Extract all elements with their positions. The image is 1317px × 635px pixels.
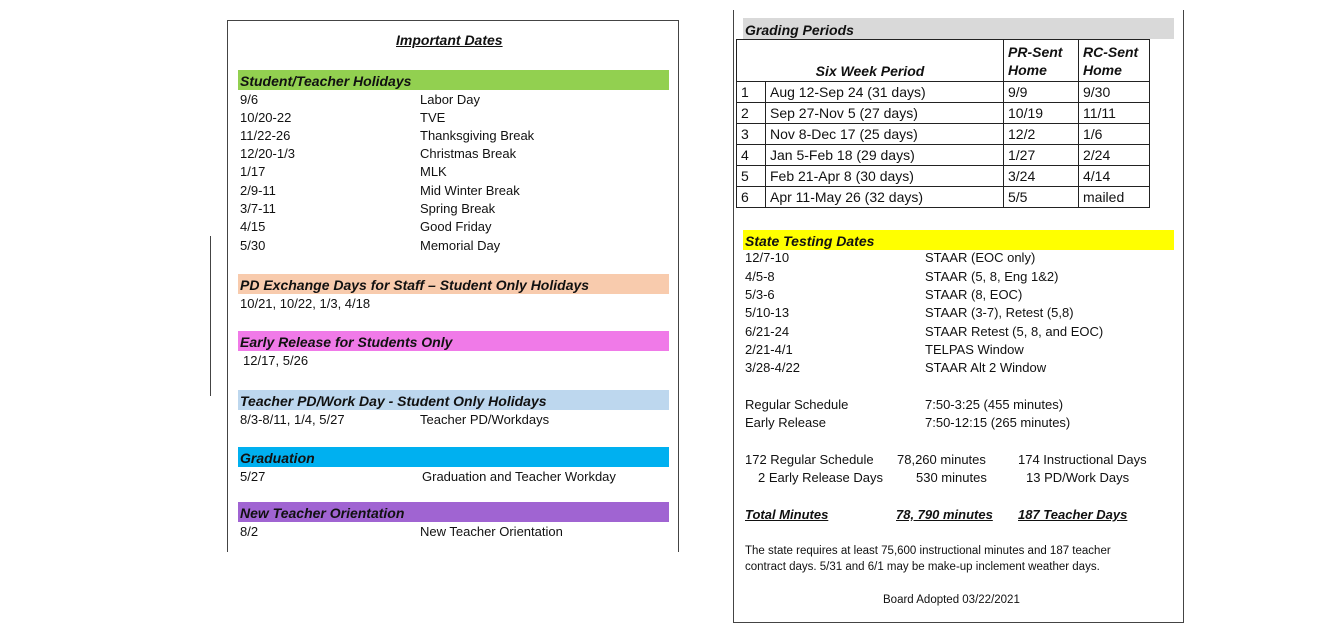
date-cell: 8/3-8/11, 1/4, 5/27 bbox=[240, 412, 345, 427]
left-panel-top-border bbox=[227, 20, 679, 21]
days-count: 2 Early Release Days bbox=[758, 470, 883, 485]
event-cell: Mid Winter Break bbox=[420, 183, 520, 198]
margin-line bbox=[210, 236, 211, 396]
grading-periods-title: Grading Periods bbox=[745, 22, 854, 38]
state-requirement-note-line1: The state requires at least 75,600 instructional minutes and 187 teacher bbox=[745, 545, 1111, 557]
state-testing-bar bbox=[743, 230, 1174, 250]
table-row: 4 Jan 5-Feb 18 (29 days) 1/27 2/24 bbox=[737, 145, 1150, 166]
table-header-row bbox=[737, 40, 1150, 82]
test-name: STAAR (5, 8, Eng 1&2) bbox=[925, 269, 1059, 284]
test-date: 3/28-4/22 bbox=[745, 360, 800, 375]
date-cell: 5/30 bbox=[240, 238, 266, 253]
right-panel-bottom-border bbox=[733, 622, 1184, 623]
test-date: 12/7-10 bbox=[745, 250, 790, 265]
section-heading: PD Exchange Days for Staff – Student Only Holidays bbox=[240, 277, 590, 293]
event-cell: MLK bbox=[420, 164, 447, 179]
total-minutes-label: Total Minutes bbox=[745, 507, 829, 522]
grading-periods-bar bbox=[743, 18, 1174, 39]
state-testing-title: State Testing Dates bbox=[745, 233, 875, 249]
section-bar-student-teacher-holidays bbox=[238, 70, 669, 90]
event-cell: Spring Break bbox=[420, 201, 496, 216]
test-date: 5/3-6 bbox=[745, 287, 775, 302]
event-cell: New Teacher Orientation bbox=[420, 524, 563, 539]
section-heading: Student/Teacher Holidays bbox=[240, 73, 412, 89]
section-heading: Early Release for Students Only bbox=[240, 334, 453, 350]
event-cell: Labor Day bbox=[420, 92, 480, 107]
date-cell: 12/20-1/3 bbox=[240, 146, 295, 161]
right-panel-left-border bbox=[733, 10, 734, 623]
date-cell: 10/20-22 bbox=[240, 110, 292, 125]
table-row: 5 Feb 21-Apr 8 (30 days) 3/24 4/14 bbox=[737, 166, 1150, 187]
section-bar-graduation bbox=[238, 447, 669, 467]
days-minutes: 78,260 minutes bbox=[897, 452, 986, 467]
header-rc-sent: RC-Sent Home bbox=[1079, 40, 1150, 82]
date-cell: 3/7-11 bbox=[240, 201, 276, 216]
event-cell: Teacher PD/Workdays bbox=[420, 412, 550, 427]
test-date: 4/5-8 bbox=[745, 269, 775, 284]
total-teacher-days: 187 Teacher Days bbox=[1018, 507, 1128, 522]
test-date: 5/10-13 bbox=[745, 305, 790, 320]
date-cell: 2/9-11 bbox=[240, 183, 276, 198]
table-row: 1 Aug 12-Sep 24 (31 days) 9/9 9/30 bbox=[737, 82, 1150, 103]
left-panel-right-border bbox=[678, 20, 679, 552]
days-minutes: 530 minutes bbox=[916, 470, 987, 485]
schedule-label: Regular Schedule bbox=[745, 397, 849, 412]
schedule-time: 7:50-3:25 (455 minutes) bbox=[925, 397, 1064, 412]
grading-periods-table bbox=[736, 39, 1150, 208]
event-cell: TVE bbox=[420, 110, 446, 125]
left-panel-left-border bbox=[227, 20, 228, 552]
section-bar-pd-exchange bbox=[238, 274, 669, 294]
important-dates-title: Important Dates bbox=[396, 32, 503, 48]
table-row: 3 Nov 8-Dec 17 (25 days) 12/2 1/6 bbox=[737, 124, 1150, 145]
schedule-label: Early Release bbox=[745, 415, 826, 430]
board-adopted-note: Board Adopted 03/22/2021 bbox=[883, 594, 1020, 606]
event-cell: Graduation and Teacher Workday bbox=[422, 469, 616, 484]
date-cell: 12/17, 5/26 bbox=[243, 353, 309, 368]
test-name: STAAR Alt 2 Window bbox=[925, 360, 1047, 375]
test-name: TELPAS Window bbox=[925, 342, 1024, 357]
event-cell: Thanksgiving Break bbox=[420, 128, 535, 143]
section-heading: Graduation bbox=[240, 450, 315, 466]
state-requirement-note-line2: contract days. 5/31 and 6/1 may be make-up inclement weather days. bbox=[745, 561, 1100, 573]
table-row: 2 Sep 27-Nov 5 (27 days) 10/19 11/11 bbox=[737, 103, 1150, 124]
date-cell: 8/2 bbox=[240, 524, 259, 539]
test-date: 6/21-24 bbox=[745, 324, 790, 339]
right-panel-right-border bbox=[1183, 10, 1184, 623]
test-name: STAAR Retest (5, 8, and EOC) bbox=[925, 324, 1104, 339]
schedule-time: 7:50-12:15 (265 minutes) bbox=[925, 415, 1071, 430]
test-name: STAAR (3-7), Retest (5,8) bbox=[925, 305, 1074, 320]
date-cell: 11/22-26 bbox=[240, 128, 291, 143]
date-cell: 1/17 bbox=[240, 164, 266, 179]
section-bar-early-release bbox=[238, 331, 669, 351]
event-cell: Christmas Break bbox=[420, 146, 517, 161]
event-cell: Memorial Day bbox=[420, 238, 501, 253]
table-row: 6 Apr 11-May 26 (32 days) 5/5 mailed bbox=[737, 187, 1150, 208]
date-cell: 10/21, 10/22, 1/3, 4/18 bbox=[240, 296, 371, 311]
test-date: 2/21-4/1 bbox=[745, 342, 793, 357]
days-count: 172 Regular Schedule bbox=[745, 452, 874, 467]
section-heading: New Teacher Orientation bbox=[240, 505, 405, 521]
date-cell: 9/6 bbox=[240, 92, 259, 107]
days-type: 174 Instructional Days bbox=[1018, 452, 1147, 467]
section-heading: Teacher PD/Work Day - Student Only Holidays bbox=[240, 393, 547, 409]
date-cell: 5/27 bbox=[240, 469, 266, 484]
event-cell: Good Friday bbox=[420, 219, 492, 234]
section-bar-new-teacher-orientation bbox=[238, 502, 669, 522]
header-pr-sent: PR-Sent Home bbox=[1004, 40, 1079, 82]
header-six-week-period: Six Week Period bbox=[737, 40, 1004, 82]
test-name: STAAR (EOC only) bbox=[925, 250, 1036, 265]
test-name: STAAR (8, EOC) bbox=[925, 287, 1023, 302]
days-type: 13 PD/Work Days bbox=[1026, 470, 1130, 485]
section-bar-teacher-pd bbox=[238, 390, 669, 410]
total-minutes-value: 78, 790 minutes bbox=[896, 507, 993, 522]
date-cell: 4/15 bbox=[240, 219, 266, 234]
